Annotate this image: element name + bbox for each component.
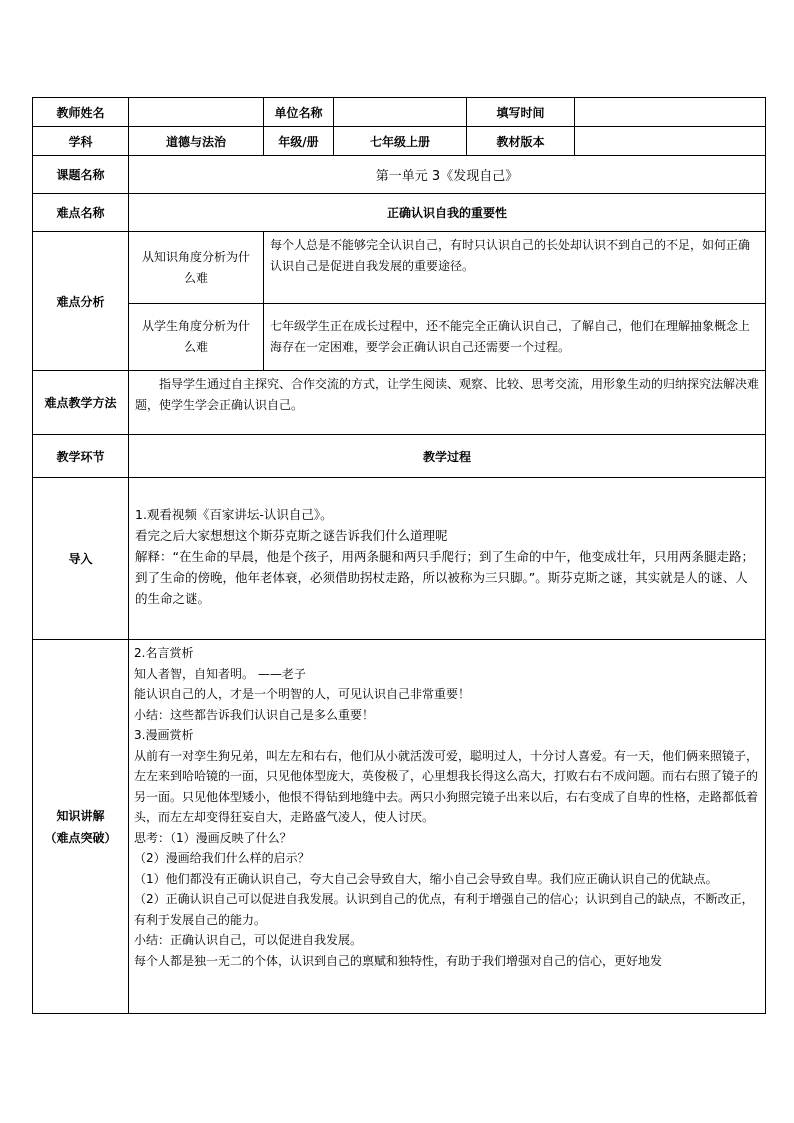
knowledge-line: 思考：（1）漫画反映了什么？ <box>134 830 292 845</box>
header-row-2 <box>33 127 766 156</box>
teaching-stage-label: 教学环节 <box>33 435 129 478</box>
student-angle-text: 七年级学生正在成长过程中，还不能完全正确认识自己，了解自己，他们在理解抽象概念上海存在一定困难，要学会正确认识自己还需要一个过程。 <box>264 304 766 371</box>
fill-date-value[interactable] <box>575 98 766 127</box>
subject-value: 道德与法治 <box>129 127 264 156</box>
edition-label: 教材版本 <box>467 127 575 156</box>
knowledge-line: 从前有一对孪生狗兄弟，叫左左和右右，他们从小就活泼可爱，聪明过人，十分讨人喜爱。有一天，他们俩来照镜子，左左来到哈哈镜的一面，只见他体型庞大，英俊极了，心里想我长得这么高大，打败右右不成问题。而右右照了镜子的另一面。只见他体型矮小，他恨不得钻到地缝中去。两只小狗照完镜子出来以后，右右变成了自卑的性格，走路都低着头，而左左却变得狂妄自大，走路盛气凌人，使人讨厌。 <box>134 748 759 824</box>
knowledge-label-sub: （难点突破） <box>44 830 117 845</box>
intro-label: 导入 <box>33 478 129 640</box>
knowledge-line: 2.名言赏析 <box>134 646 194 660</box>
difficulty-name-value: 正确认识自我的重要性 <box>129 194 766 232</box>
knowledge-line: （2）正确认识自己可以促进自我发展。认识到自己的优点，有利于增强自己的信心；认识到自己的缺点，不断改正，有利于发展自己的能力。 <box>134 892 754 927</box>
knowledge-line: 小结：正确认识自己，可以促进自我发展。 <box>134 933 363 947</box>
lesson-title-value: 第一单元 3《发现自己》 <box>129 156 766 194</box>
grade-value: 七年级上册 <box>334 127 467 156</box>
intro-line: 看完之后大家想想这个斯芬克斯之谜告诉我们什么道理呢 <box>135 528 448 543</box>
knowledge-label-main: 知识讲解 <box>56 808 105 823</box>
knowledge-line: （2）漫画给我们什么样的启示？ <box>134 851 310 865</box>
unit-name-label: 单位名称 <box>264 98 334 127</box>
teaching-method-label: 难点教学方法 <box>33 371 129 435</box>
subject-label: 学科 <box>33 127 129 156</box>
teaching-process-label: 教学过程 <box>129 435 766 478</box>
grade-label: 年级/册 <box>264 127 334 156</box>
analysis-student-row <box>33 304 766 371</box>
teaching-method-row <box>33 371 766 435</box>
intro-row <box>33 478 766 640</box>
analysis-knowledge-row <box>33 232 766 304</box>
knowledge-angle-label: 从知识角度分析为什么难 <box>129 232 264 304</box>
intro-content <box>129 478 766 640</box>
knowledge-line: 知人者智，自知者明。 ——老子 <box>134 666 306 681</box>
knowledge-row <box>33 640 766 1014</box>
fill-date-label: 填写时间 <box>467 98 575 127</box>
lesson-title-row <box>33 156 766 194</box>
knowledge-line: 小结：这些都告诉我们认识自己是多么重要！ <box>134 707 375 722</box>
unit-name-value[interactable] <box>334 98 467 127</box>
knowledge-line: 每个人都是独一无二的个体，认识到自己的禀赋和独特性，有助于我们增强对自己的信心，更好地发 <box>134 953 663 968</box>
intro-line: 解释：“在生命的早晨，他是个孩子，用两条腿和两只手爬行；到了生命的中午，他变成壮年，只用两条腿走路；到了生命的傍晚，他年老体衰，必须借助拐杖走路，所以被称为三只脚。”。斯芬克斯之谜，其实就是人的谜、人的生命之谜。 <box>135 549 754 606</box>
edition-value[interactable] <box>575 127 766 156</box>
knowledge-line: （1）他们都没有正确认识自己，夸大自己会导致自大，缩小自己会导致自卑。我们应正确认识自己的优缺点。 <box>134 871 718 886</box>
difficulty-analysis-label: 难点分析 <box>33 232 129 371</box>
knowledge-line: 3.漫画赏析 <box>134 728 194 742</box>
lesson-plan-table <box>32 97 766 1014</box>
knowledge-label <box>33 640 129 1014</box>
lesson-title-label: 课题名称 <box>33 156 129 194</box>
process-header-row <box>33 435 766 478</box>
difficulty-name-label: 难点名称 <box>33 194 129 232</box>
knowledge-line: 能认识自己的人，才是一个明智的人，可见认识自己非常重要！ <box>134 687 471 701</box>
difficulty-name-row <box>33 194 766 232</box>
intro-line: 1.观看视频《百家讲坛-认识自己》。 <box>135 507 333 522</box>
teaching-method-text: 指导学生通过自主探究、合作交流的方式，让学生阅读、观察、比较、思考交流，用形象生动的归纳探究法解决难题，使学生学会正确认识自己。 <box>129 371 766 435</box>
teacher-name-value[interactable] <box>129 98 264 127</box>
student-angle-label: 从学生角度分析为什么难 <box>129 304 264 371</box>
header-row-1 <box>33 98 766 127</box>
knowledge-content <box>129 640 766 1014</box>
teacher-name-label: 教师姓名 <box>33 98 129 127</box>
knowledge-angle-text: 每个人总是不能够完全认识自己，有时只认识自己的长处却认识不到自己的不足，如何正确认识自己是促进自我发展的重要途径。 <box>264 232 766 304</box>
